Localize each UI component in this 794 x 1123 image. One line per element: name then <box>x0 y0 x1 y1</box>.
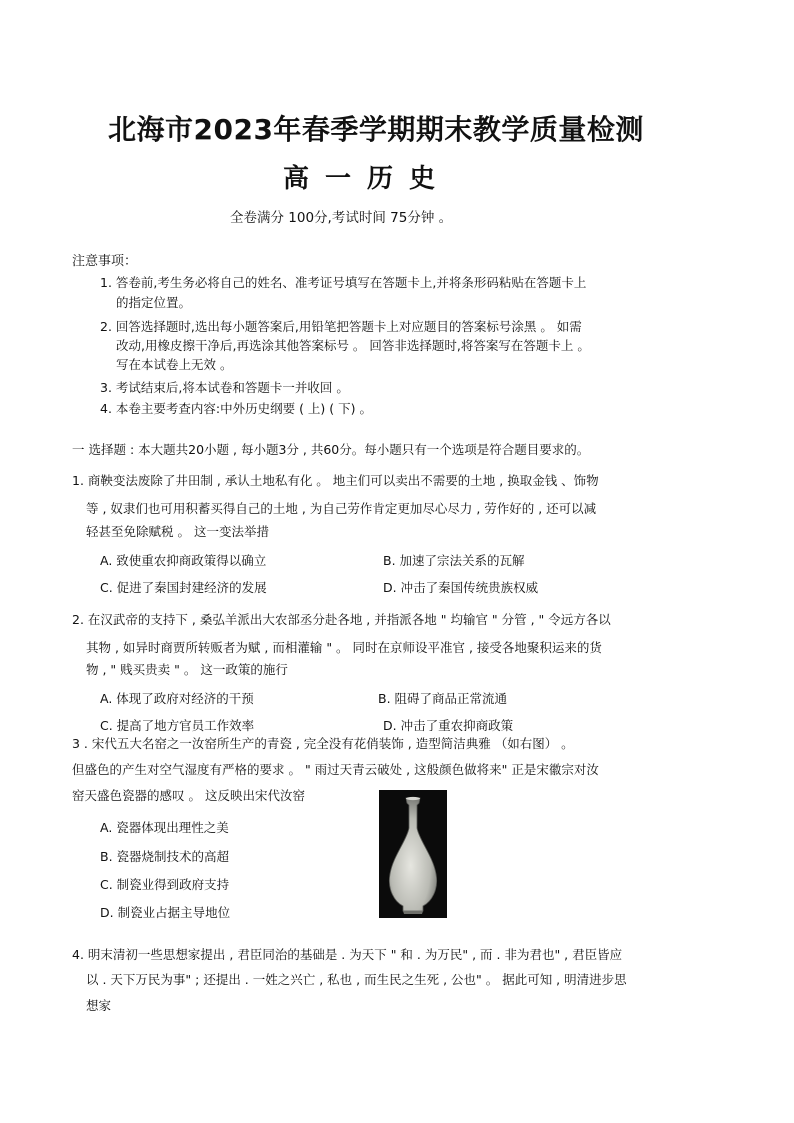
ru-ware-vase-image <box>379 790 447 918</box>
vase-icon <box>379 790 447 918</box>
notice-item: 的指定位置。 <box>116 295 192 310</box>
question-4-line: 想家 <box>86 998 112 1013</box>
notice-item: 改动,用橡皮擦干净后,再选涂其他答案标号 。 回答非选择题时,将答案写在答题卡上 。 <box>116 338 590 353</box>
question-4-line: 4. 明末清初一些思想家提出 , 君臣同治的基础是 . 为天下 " 和 . 为万民" , 而 . 非为君也" , 君臣皆应 <box>72 947 623 962</box>
exam-subject: 高一历史 <box>283 164 452 194</box>
notice-item: 3. 考试结束后,将本试卷和答题卡一并收回 。 <box>100 380 349 395</box>
question-3-option-b[interactable]: B. 瓷器烧制技术的高超 <box>100 849 230 864</box>
question-3-line: 3 . 宋代五大名窑之一汝窑所生产的青瓷 , 完全没有花俏装饰 , 造型简洁典雅 （如右图） 。 <box>72 736 574 751</box>
notice-item: 4. 本卷主要考查内容:中外历史纲要 ( 上) ( 下) 。 <box>100 401 372 416</box>
question-1-line: 轻甚至免除赋税 。 这一变法举措 <box>86 524 269 539</box>
question-1-option-b[interactable]: B. 加速了宗法关系的瓦解 <box>383 553 525 568</box>
notice-item: 2. 回答选择题时,选出每小题答案后,用铅笔把答题卡上对应题目的答案标号涂黑 。 如需 <box>100 319 582 334</box>
exam-title: 北海市2023年春季学期期末教学质量检测 <box>108 113 644 146</box>
question-2-line: 其物 , 如异时商贾所转贩者为赋 , 而相灌输 " 。 同时在京师设平准官 , 接受各地聚积运来的货 <box>86 640 602 655</box>
question-2-line: 物 , " 贱买贵卖 " 。 这一政策的施行 <box>86 662 288 677</box>
question-1-line: 等 , 奴隶们也可用积蓄买得自己的土地 , 为自己劳作肯定更加尽心尽力 , 劳作好的 , 还可以减 <box>86 501 597 516</box>
question-3-line: 但盛色的产生对空气湿度有严格的要求 。 " 雨过天青云破处 , 这般颜色做将来" 正是宋徽宗对汝 <box>72 762 599 777</box>
question-1-line: 1. 商鞅变法废除了井田制 , 承认土地私有化 。 地主们可以卖出不需要的土地 , 换取金钱 、饰物 <box>72 473 599 488</box>
exam-info: 全卷满分 100分,考试时间 75分钟 。 <box>230 210 453 226</box>
question-2-option-d[interactable]: D. 冲击了重农抑商政策 <box>383 718 514 733</box>
notice-item: 写在本试卷上无效 。 <box>116 357 233 372</box>
question-4-line: 以 . 天下万民为事" ; 还提出 . 一姓之兴亡 , 私也 , 而生民之生死 , 公也" 。 据此可知 , 明清进步思 <box>86 972 627 987</box>
notice-item: 1. 答卷前,考生务必将自己的姓名、准考证号填写在答题卡上,并将条形码粘贴在答题卡上 <box>100 275 587 290</box>
section-heading: 一 选择题 : 本大题共20小题 , 每小题3分 , 共60分。每小题只有一个选项是符合题目要求的。 <box>72 442 590 457</box>
question-1-option-c[interactable]: C. 促进了秦国封建经济的发展 <box>100 580 267 595</box>
question-3-line: 窑天盛色瓷器的感叹 。 这反映出宋代汝窑 <box>72 788 305 803</box>
question-3-option-d[interactable]: D. 制瓷业占据主导地位 <box>100 905 231 920</box>
question-1-option-d[interactable]: D. 冲击了秦国传统贵族权威 <box>383 580 539 595</box>
question-2-line: 2. 在汉武帝的支持下 , 桑弘羊派出大农部丞分赴各地 , 并指派各地 " 均输官 " 分管 , " 令远方各以 <box>72 612 611 627</box>
question-1-option-a[interactable]: A. 致使重农抑商政策得以确立 <box>100 553 267 568</box>
question-2-option-c[interactable]: C. 提高了地方官员工作效率 <box>100 718 255 733</box>
question-3-option-c[interactable]: C. 制瓷业得到政府支持 <box>100 877 230 892</box>
question-3-option-a[interactable]: A. 瓷器体现出理性之美 <box>100 820 229 835</box>
question-2-option-a[interactable]: A. 体现了政府对经济的干预 <box>100 691 254 706</box>
notice-heading: 注意事项： <box>72 254 138 269</box>
question-2-option-b[interactable]: B. 阻碍了商品正常流通 <box>378 691 508 706</box>
